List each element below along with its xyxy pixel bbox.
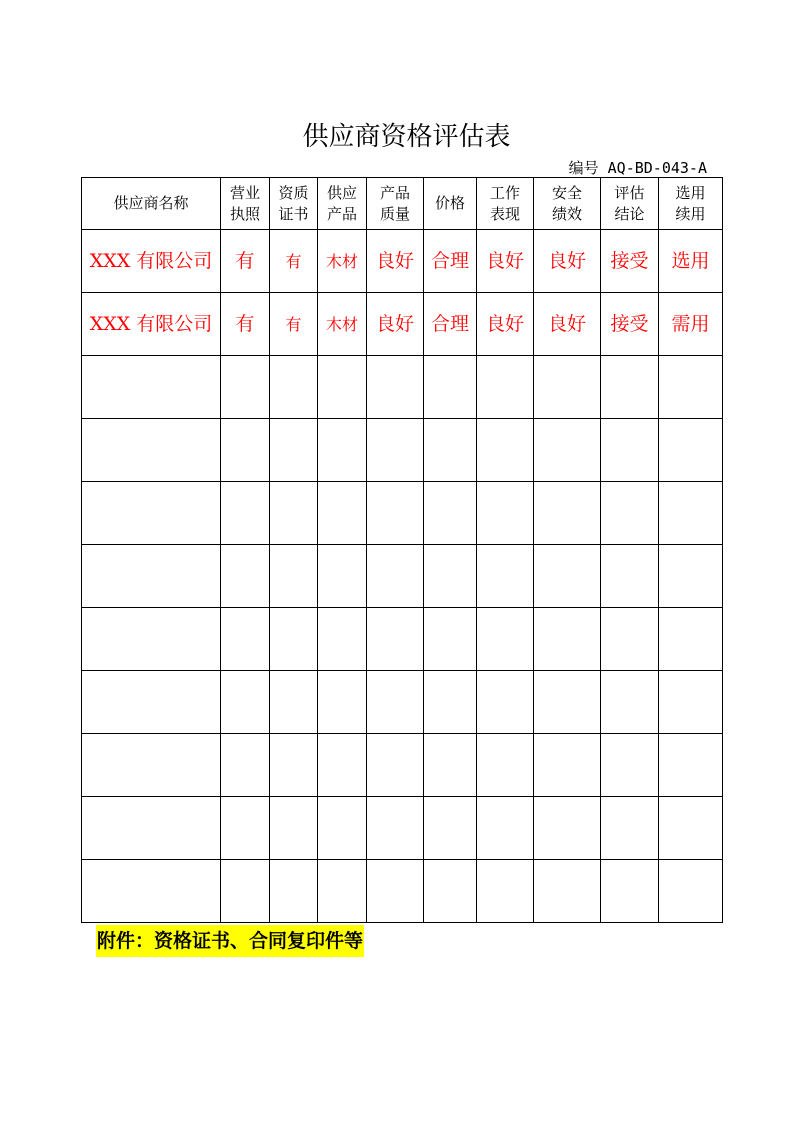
empty-cell[interactable] [659,608,723,671]
table-cell[interactable]: 有 [221,230,270,293]
empty-cell[interactable] [659,734,723,797]
empty-cell[interactable] [318,482,367,545]
table-cell[interactable]: 有 [270,293,318,356]
header-text: 供应 [326,183,357,202]
table-cell[interactable]: 良好 [367,293,424,356]
empty-row [82,860,723,923]
empty-row [82,734,723,797]
header-text: 工作 [489,183,520,202]
empty-cell[interactable] [367,797,424,860]
empty-cell[interactable] [318,356,367,419]
empty-cell[interactable] [601,734,659,797]
empty-cell[interactable] [82,356,221,419]
empty-cell[interactable] [601,356,659,419]
header-cell [659,178,723,230]
empty-cell[interactable] [367,671,424,734]
empty-cell[interactable] [659,860,723,923]
attachment-note: 附件：资格证书、合同复印件等 [96,925,364,957]
empty-cell[interactable] [82,545,221,608]
empty-cell[interactable] [367,734,424,797]
empty-row [82,797,723,860]
empty-cell[interactable] [82,797,221,860]
table-cell[interactable]: XXX 有限公司 [82,293,221,356]
table-cell[interactable]: 有 [221,293,270,356]
header-cell [367,178,424,230]
header-text: 产品 [326,204,357,223]
empty-cell[interactable] [601,482,659,545]
empty-cell[interactable] [424,608,477,671]
empty-cell[interactable] [318,419,367,482]
empty-cell[interactable] [270,671,318,734]
empty-cell[interactable] [221,608,270,671]
header-text: 选用 [675,183,706,202]
header-text: 营业 [229,183,260,202]
table-cell[interactable]: 接受 [601,230,659,293]
empty-cell[interactable] [318,671,367,734]
empty-cell[interactable] [534,482,601,545]
empty-cell[interactable] [424,797,477,860]
empty-cell[interactable] [82,860,221,923]
empty-cell[interactable] [659,545,723,608]
empty-cell[interactable] [270,608,318,671]
empty-cell[interactable] [318,734,367,797]
empty-cell[interactable] [221,671,270,734]
empty-cell[interactable] [477,545,534,608]
table-cell[interactable]: 良好 [477,230,534,293]
table-cell[interactable]: 木材 [318,230,367,293]
empty-cell[interactable] [534,608,601,671]
empty-cell[interactable] [424,671,477,734]
empty-cell[interactable] [82,671,221,734]
empty-row [82,545,723,608]
empty-cell[interactable] [534,797,601,860]
empty-cell[interactable] [659,482,723,545]
empty-cell[interactable] [534,545,601,608]
header-cell [82,178,221,230]
empty-cell[interactable] [221,860,270,923]
table-cell[interactable]: 良好 [534,293,601,356]
empty-cell[interactable] [367,545,424,608]
empty-cell[interactable] [477,860,534,923]
empty-cell[interactable] [601,545,659,608]
header-text: 产品 [379,183,410,202]
header-cell [601,178,659,230]
empty-cell[interactable] [534,734,601,797]
header-cell [534,178,601,230]
table-cell[interactable]: 选用 [659,230,723,293]
empty-cell[interactable] [318,797,367,860]
empty-cell[interactable] [367,482,424,545]
empty-cell[interactable] [424,545,477,608]
empty-cell[interactable] [659,671,723,734]
empty-cell[interactable] [477,608,534,671]
empty-cell[interactable] [318,860,367,923]
empty-cell[interactable] [82,482,221,545]
empty-cell[interactable] [318,545,367,608]
empty-cell[interactable] [424,482,477,545]
empty-cell[interactable] [221,734,270,797]
empty-cell[interactable] [477,482,534,545]
empty-cell[interactable] [601,419,659,482]
empty-cell[interactable] [221,356,270,419]
header-text: 表现 [489,204,520,223]
header-cell [221,178,270,230]
empty-cell[interactable] [477,734,534,797]
header-text: 结论 [614,204,645,223]
empty-row [82,482,723,545]
page-title: 供应商资格评估表 [302,122,511,152]
empty-cell[interactable] [424,860,477,923]
empty-cell[interactable] [477,356,534,419]
table-cell[interactable]: 良好 [367,230,424,293]
empty-cell[interactable] [221,482,270,545]
empty-cell[interactable] [534,671,601,734]
header-cell [270,178,318,230]
empty-cell[interactable] [659,797,723,860]
document-code: 编号 AQ-BD-043-A [568,159,707,177]
empty-cell[interactable] [221,797,270,860]
table-cell[interactable]: 良好 [534,230,601,293]
header-text: 证书 [278,204,309,223]
header-row [82,178,723,230]
table-cell[interactable]: 合理 [424,293,477,356]
table-cell[interactable]: 需用 [659,293,723,356]
empty-cell[interactable] [270,545,318,608]
empty-cell[interactable] [367,860,424,923]
empty-cell[interactable] [318,608,367,671]
table-cell[interactable]: 合理 [424,230,477,293]
empty-cell[interactable] [367,608,424,671]
table-row [82,230,723,293]
header-text: 绩效 [551,204,582,223]
header-cell [424,178,477,230]
empty-cell[interactable] [534,356,601,419]
empty-cell[interactable] [477,797,534,860]
empty-row [82,671,723,734]
empty-cell[interactable] [424,734,477,797]
empty-cell[interactable] [477,671,534,734]
empty-cell[interactable] [601,671,659,734]
empty-cell[interactable] [82,419,221,482]
table-cell[interactable]: 良好 [477,293,534,356]
header-text: 供应商名称 [113,194,189,212]
header-text: 评估 [614,183,645,202]
empty-cell[interactable] [221,545,270,608]
table-cell[interactable]: 木材 [318,293,367,356]
header-text: 价格 [434,194,465,212]
empty-row [82,419,723,482]
header-text: 续用 [675,204,706,223]
empty-cell[interactable] [601,608,659,671]
empty-cell[interactable] [221,419,270,482]
empty-cell[interactable] [659,356,723,419]
empty-cell[interactable] [270,734,318,797]
empty-cell[interactable] [601,797,659,860]
empty-cell[interactable] [270,356,318,419]
empty-row [82,608,723,671]
header-cell [477,178,534,230]
empty-cell[interactable] [534,419,601,482]
empty-cell[interactable] [601,860,659,923]
empty-cell[interactable] [367,419,424,482]
empty-cell[interactable] [82,734,221,797]
empty-cell[interactable] [424,356,477,419]
supplier-evaluation-table [81,177,723,923]
table-cell[interactable]: 有 [270,230,318,293]
empty-cell[interactable] [270,797,318,860]
header-text: 资质 [278,183,309,202]
empty-row [82,356,723,419]
table-cell[interactable]: 接受 [601,293,659,356]
header-text: 安全 [551,183,582,202]
empty-cell[interactable] [270,860,318,923]
header-text: 质量 [379,204,410,223]
empty-cell[interactable] [82,608,221,671]
table-row [82,293,723,356]
empty-cell[interactable] [659,419,723,482]
table-cell[interactable]: XXX 有限公司 [82,230,221,293]
empty-cell[interactable] [477,419,534,482]
empty-cell[interactable] [534,860,601,923]
empty-cell[interactable] [270,482,318,545]
empty-cell[interactable] [270,419,318,482]
empty-cell[interactable] [424,419,477,482]
header-cell [318,178,367,230]
header-text: 执照 [229,204,260,223]
empty-cell[interactable] [367,356,424,419]
